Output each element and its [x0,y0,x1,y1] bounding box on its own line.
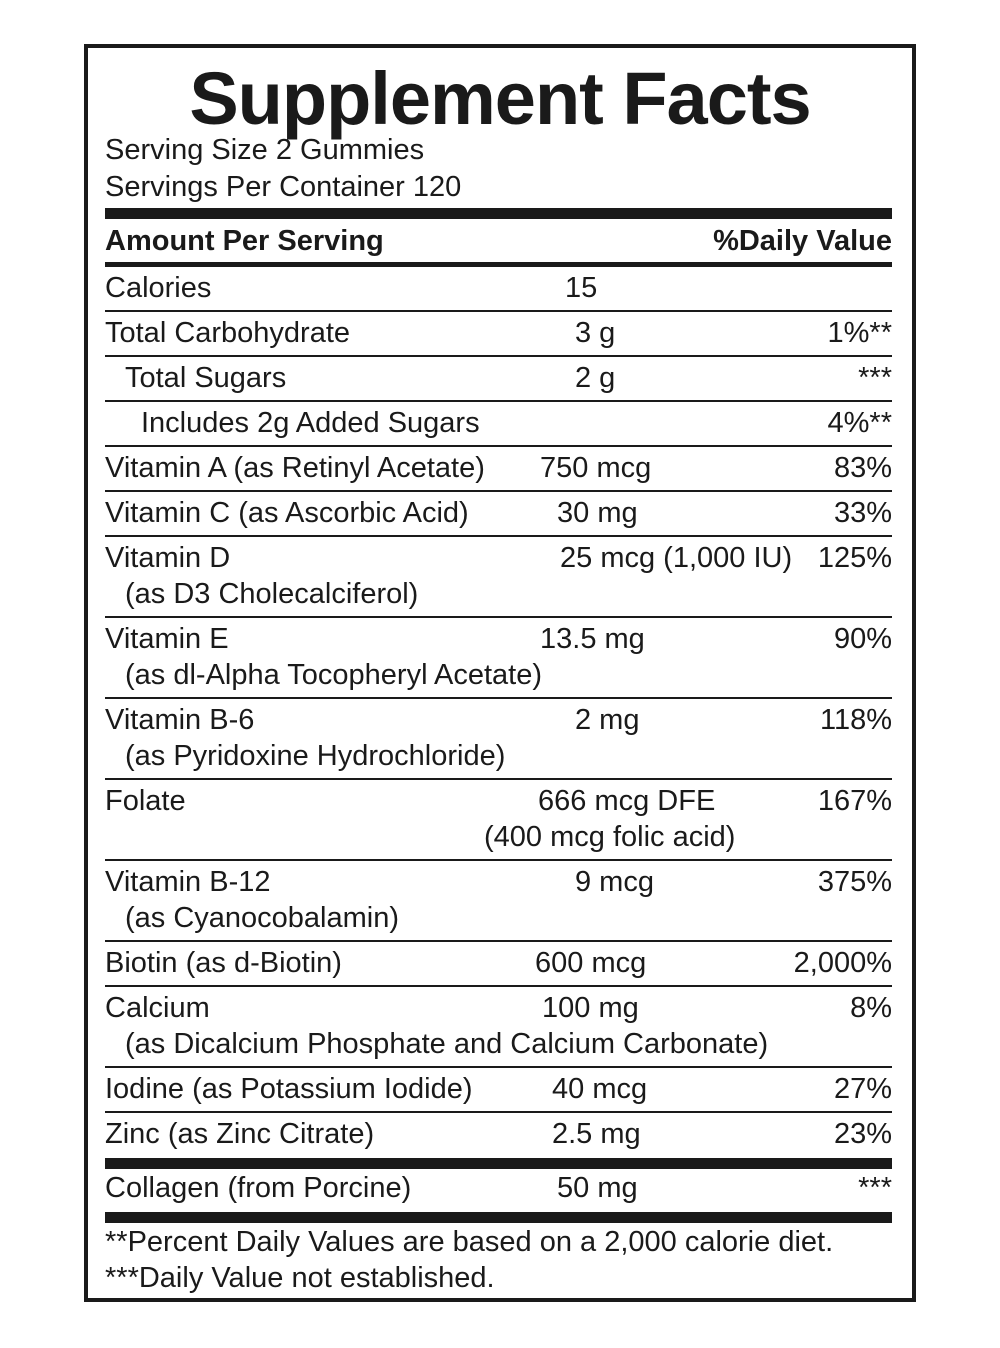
header-daily-value: %Daily Value [713,225,892,257]
nutrient-dv: *** [858,362,892,394]
divider [105,859,892,861]
nutrient-amount: 666 mcg DFE [538,785,716,817]
footnote-daily-values: **Percent Daily Values are based on a 2,000 calorie diet. [105,1226,834,1258]
nutrient-amount: 3 g [575,317,616,349]
nutrient-dv: 375% [817,866,892,898]
divider-thick-top [105,208,892,219]
nutrient-row-vitamin-b6 [105,702,892,778]
nutrient-dv: 23% [833,1118,892,1150]
divider [105,940,892,942]
nutrient-dv: 4%** [827,407,892,439]
nutrient-amount: 9 mcg [575,866,654,898]
nutrient-name: Total Carbohydrate [105,317,351,349]
divider [105,616,892,618]
header-amount: Amount Per Serving [105,225,384,257]
nutrient-name: Zinc (as Zinc Citrate) [105,1118,375,1150]
nutrient-detail: (as dl-Alpha Tocopheryl Acetate) [125,659,542,691]
nutrient-amount: 2.5 mg [552,1118,641,1150]
divider [105,535,892,537]
nutrient-name: Vitamin D [105,542,231,574]
nutrient-name: Includes 2g Added Sugars [141,407,480,439]
nutrient-dv: 118% [819,704,892,736]
nutrient-name: Vitamin A (as Retinyl Acetate) [105,452,485,484]
divider [105,1066,892,1068]
nutrient-detail: (as Dicalcium Phosphate and Calcium Carbonate) [125,1028,769,1060]
divider-thick [105,1158,892,1169]
panel-title: Supplement Facts [189,57,811,140]
nutrient-dv: 90% [833,623,892,655]
nutrient-amount: 25 mcg (1,000 IU) [560,542,793,574]
nutrient-name: Folate [105,785,186,817]
divider [105,778,892,780]
serving-size: Serving Size 2 Gummies [105,134,425,166]
nutrient-detail: (as Pyridoxine Hydrochloride) [125,740,506,772]
divider [105,355,892,357]
nutrient-dv: 2,000% [793,947,892,979]
nutrient-amount: 2 g [575,362,616,394]
nutrient-name: Calcium [105,992,210,1024]
nutrient-name: Collagen (from Porcine) [105,1172,412,1204]
nutrient-amount: 100 mg [542,992,639,1024]
divider [105,1111,892,1113]
divider [105,310,892,312]
nutrient-amount: 600 mcg [535,947,647,979]
nutrient-dv: *** [858,1172,892,1204]
nutrient-row-calcium [105,990,892,1066]
nutrient-dv: 8% [850,992,892,1024]
nutrient-name: Iodine (as Potassium Iodide) [105,1073,473,1105]
nutrient-amount: 40 mcg [552,1073,648,1105]
divider [105,400,892,402]
supplement-facts-panel [84,44,916,1302]
nutrient-row-vitamin-b12 [105,864,892,940]
nutrient-name: Vitamin C (as Ascorbic Acid) [105,497,469,529]
nutrient-dv: 1%** [827,317,892,349]
nutrient-dv: 33% [833,497,892,529]
nutrient-amount: 2 mg [575,704,640,736]
column-header [105,221,892,261]
servings-per-container: Servings Per Container 120 [105,171,462,203]
nutrient-name: Total Sugars [125,362,287,394]
nutrient-amount-detail: (400 mcg folic acid) [484,821,736,853]
nutrient-dv: 125% [817,542,892,574]
nutrient-dv: 167% [817,785,892,817]
nutrient-name: Vitamin E [105,623,229,655]
nutrient-detail: (as D3 Cholecalciferol) [125,578,419,610]
nutrient-row-vitamin-d [105,540,892,616]
nutrient-amount: 50 mg [557,1172,638,1204]
nutrient-amount: 750 mcg [540,452,652,484]
divider [105,445,892,447]
divider-thick-bottom [105,1212,892,1223]
nutrient-detail: (as Cyanocobalamin) [125,902,400,934]
nutrient-amount: 30 mg [557,497,638,529]
nutrient-name: Vitamin B-12 [105,866,271,898]
footnote-not-established: ***Daily Value not established. [105,1262,495,1294]
divider [105,985,892,987]
divider-header [105,262,892,267]
nutrient-name: Vitamin B-6 [105,704,255,736]
divider [105,697,892,699]
nutrient-row-vitamin-e [105,621,892,697]
nutrient-dv: 83% [833,452,892,484]
divider [105,490,892,492]
nutrient-row-folate [105,783,892,859]
nutrient-amount: 15 [565,272,598,304]
nutrient-name: Calories [105,272,212,304]
nutrient-name: Biotin (as d-Biotin) [105,947,342,979]
nutrient-dv: 27% [833,1073,892,1105]
nutrient-amount: 13.5 mg [540,623,645,655]
